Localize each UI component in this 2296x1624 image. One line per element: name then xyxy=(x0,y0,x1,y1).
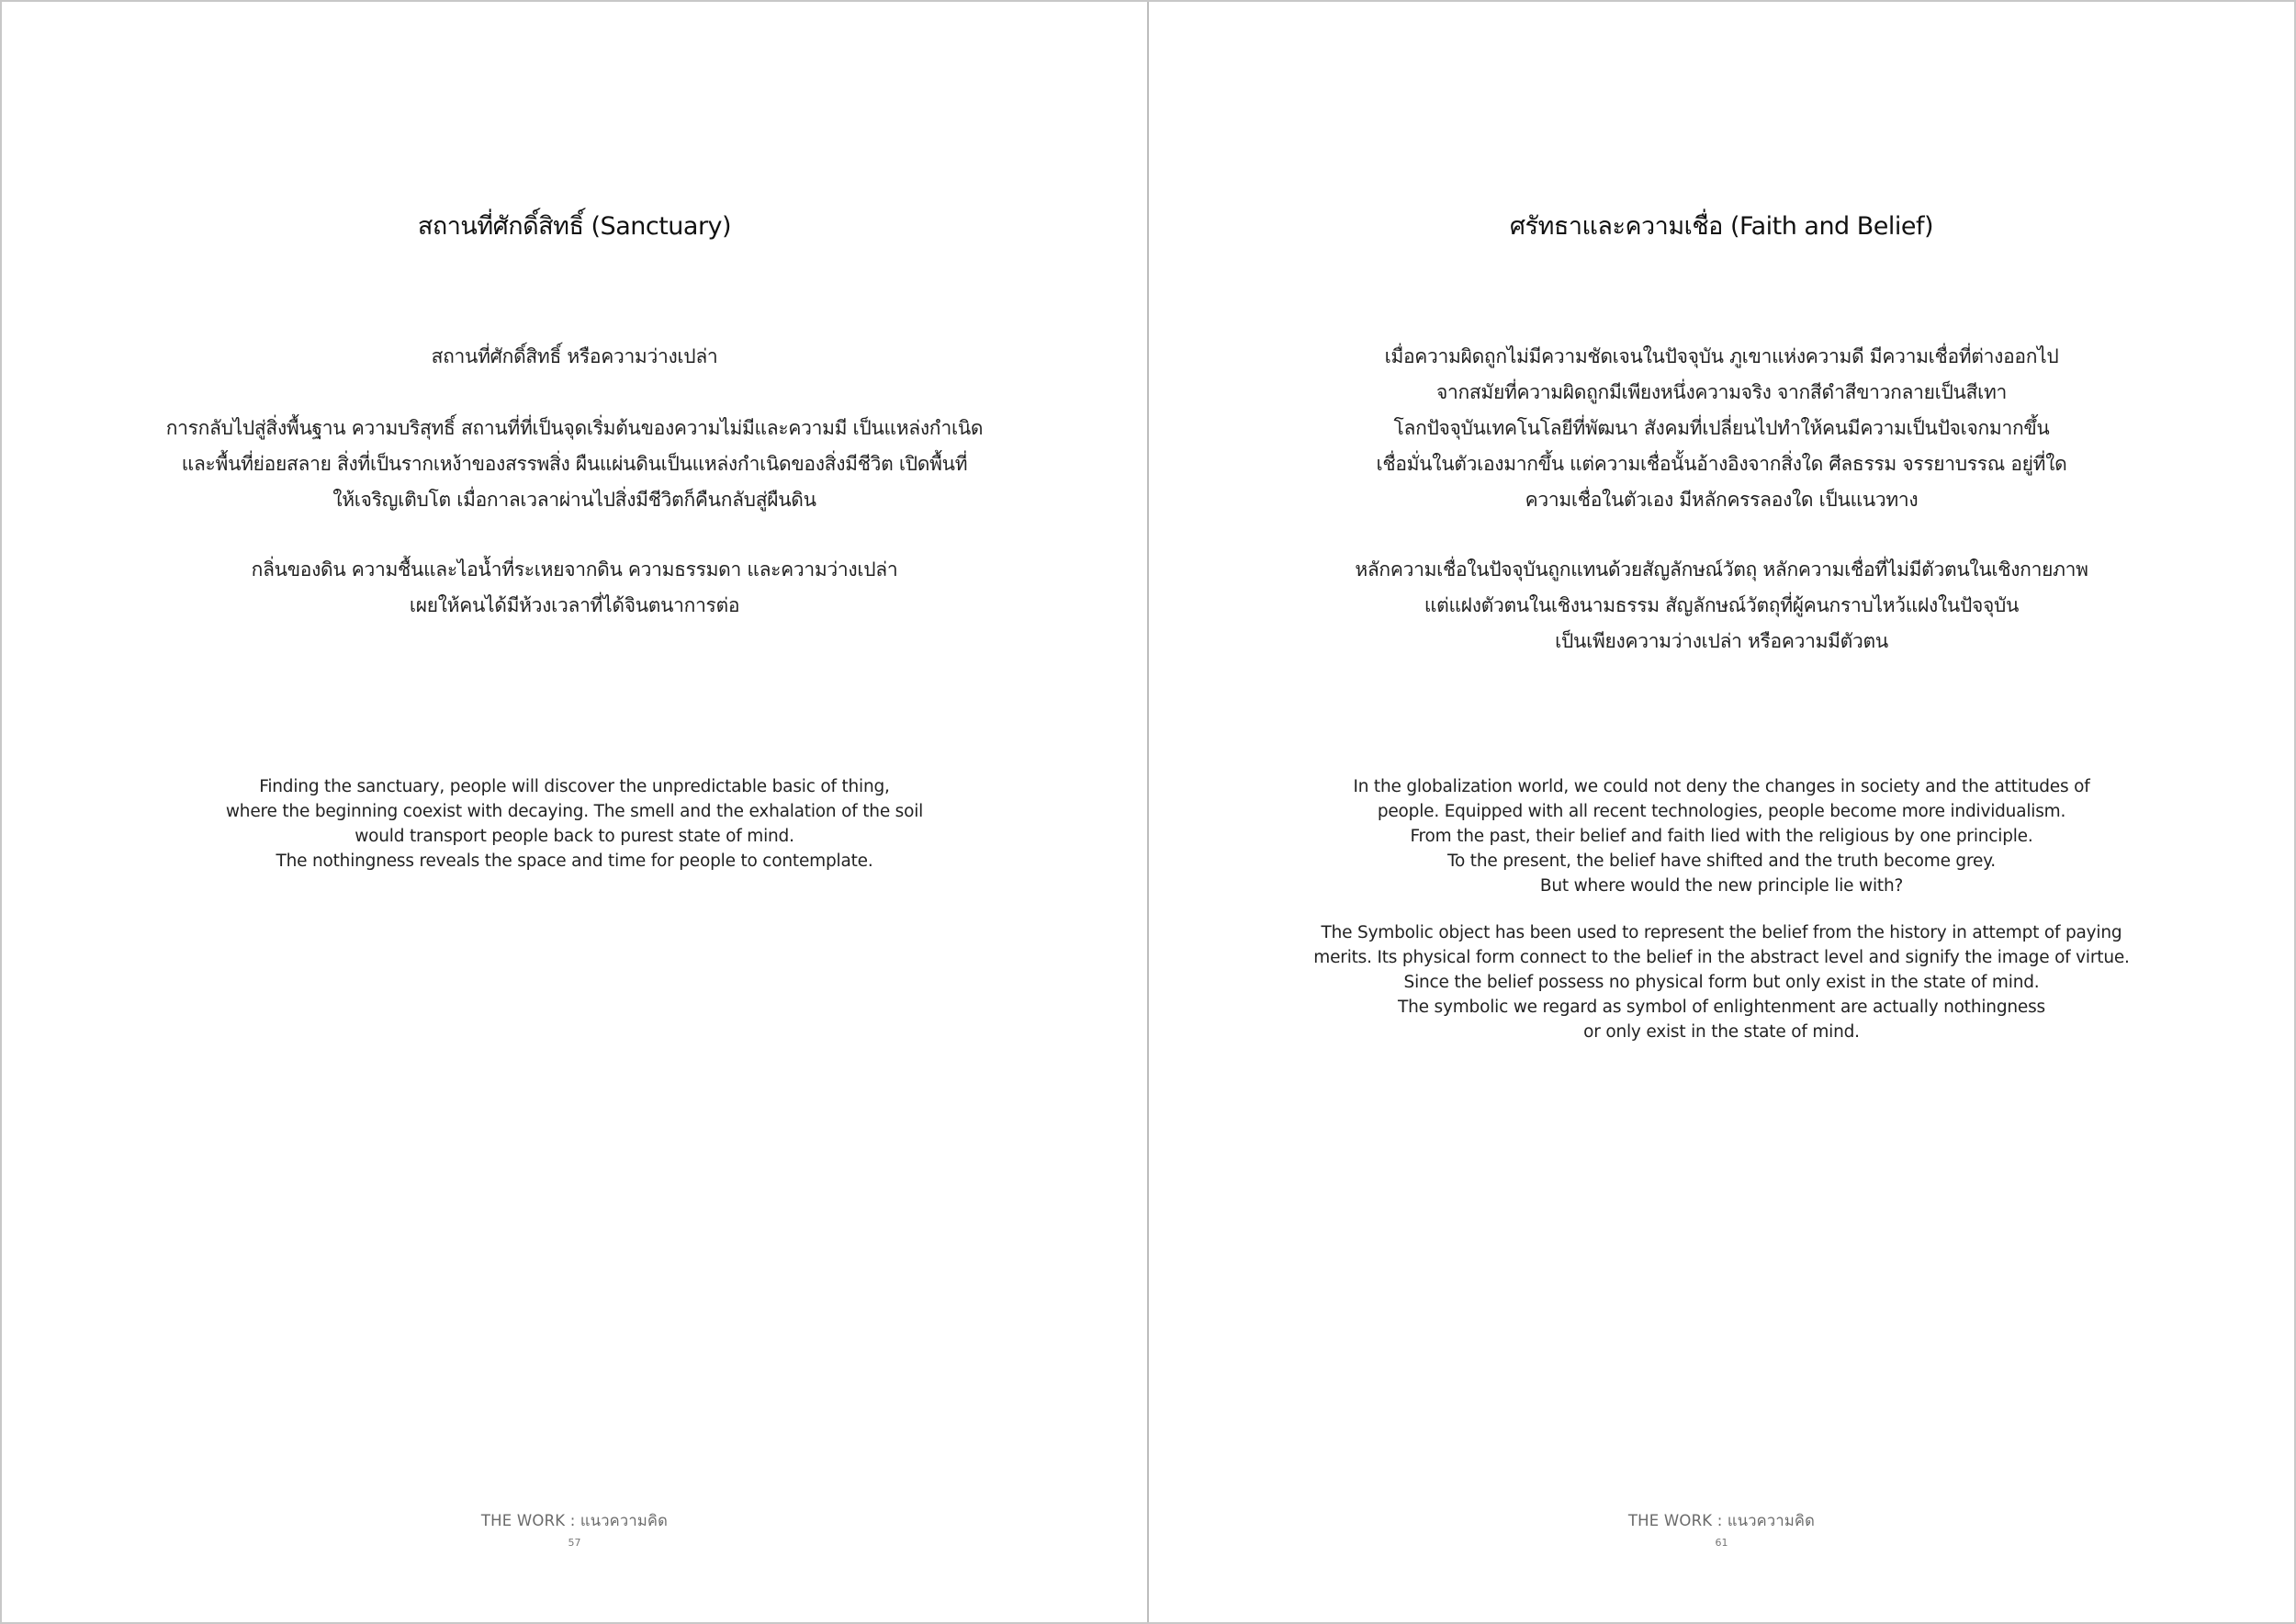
right-english-paragraph-1: In the globalization world, we could not deny the changes in society and the attitudes of people. Equipped with all recent technologies, people become more individualism. From the past, their belief and faith lied with the religious by one principle. To the present, the belief have shifted and the truth become grey. But where would the new principle lie with? xyxy=(1353,777,2090,896)
right-english-paragraph-2: The Symbolic object has been used to represent the belief from the history in attempt of paying merits. Its physical form connect to the belief in the abstract level and signify the image of virtue. Since the belief possess no physical form but only exist in the state of mind. The symbolic we regard as symbol of enlightenment are actually nothingness or only exist in the state of mind. xyxy=(1313,923,2130,1042)
left-english-paragraph-1: Finding the sanctuary, people will discover the unpredictable basic of thing, where the beginning coexist with decaying. The smell and the exhalation of the soil would transport people back to purest state of mind. The nothingness reveals the space and time for people to contemplate. xyxy=(225,777,924,871)
left-thai-paragraph-3: กลิ่นของดิน ความชื้นและไอน้ำที่ระเหยจากดิน ความธรรมดา และความว่างเปล่า เผยให้คนได้มีห้วงเวลาที่ได้จินตนาการต่อ xyxy=(251,558,898,616)
right-page-footer xyxy=(1149,1509,2294,1549)
left-page-number: 57 xyxy=(568,1537,581,1549)
left-thai-paragraph-1: สถานที่ศักดิ์สิทธิ์ หรือความว่างเปล่า xyxy=(431,345,718,367)
right-footer-label: THE WORK : แนวความคิด xyxy=(1627,1512,1816,1529)
left-thai-paragraph-2: การกลับไปสู่สิ่งพื้นฐาน ความบริสุทธิ์ สถานที่ที่เป็นจุดเริ่มต้นของความไม่มีและความมี เป็นแหล่งกำเนิด และพื้นที่ย่อยสลาย สิ่งที่เป็นรากเหง้าของสรรพสิ่ง ผืนแผ่นดินเป็นแหล่งกำเนิดของสิ่งมีชีวิต เปิดพื้นที่ ให้เจริญเติบโต เมื่อกาลเวลาผ่านไปสิ่งมีชีวิตก็คืนกลับสู่ผืนดิน xyxy=(165,417,984,511)
left-page-title: สถานที่ศักดิ์สิทธิ์ (Sanctuary) xyxy=(417,212,732,241)
right-page-title: ศรัทธาและความเชื่อ (Faith and Belief) xyxy=(1509,212,1934,241)
left-page-footer xyxy=(2,1509,1147,1549)
right-thai-paragraph-2: หลักความเชื่อในปัจจุบันถูกแทนด้วยสัญลักษณ์วัตถุ หลักความเชื่อที่ไม่มีตัวตนในเชิงกายภาพ แต่แฝงตัวตนในเชิงนามธรรม สัญลักษณ์วัตถุที่ผู้คนกราบไหว้แฝงในปัจจุบัน เป็นเพียงความว่างเปล่า หรือความมีตัวตน xyxy=(1355,558,2088,652)
left-footer-label: THE WORK : แนวความคิด xyxy=(480,1512,669,1529)
right-page xyxy=(1149,2,2294,1622)
right-page-number: 61 xyxy=(1715,1537,1728,1549)
left-page xyxy=(2,2,1147,1622)
right-thai-paragraph-1: เมื่อความผิดถูกไม่มีความชัดเจนในปัจจุบัน ภูเขาแห่งความดี มีความเชื่อที่ต่างออกไป จากสมัยที่ความผิดถูกมีเพียงหนึ่งความจริง จากสีดำสีขาวกลายเป็นสีเทา โลกปัจจุบันเทคโนโลยีที่พัฒนา สังคมที่เปลี่ยนไปทำให้คนมีความเป็นปัจเจกมากขึ้น เชื่อมั่นในตัวเองมากขึ้น แต่ความเชื่อนั้นอ้างอิงจากสิ่งใด ศีลธรรม จรรยาบรรณ อยู่ที่ใด ความเชื่อในตัวเอง มีหลักครรลองใด เป็นแนวทาง xyxy=(1376,345,2067,511)
